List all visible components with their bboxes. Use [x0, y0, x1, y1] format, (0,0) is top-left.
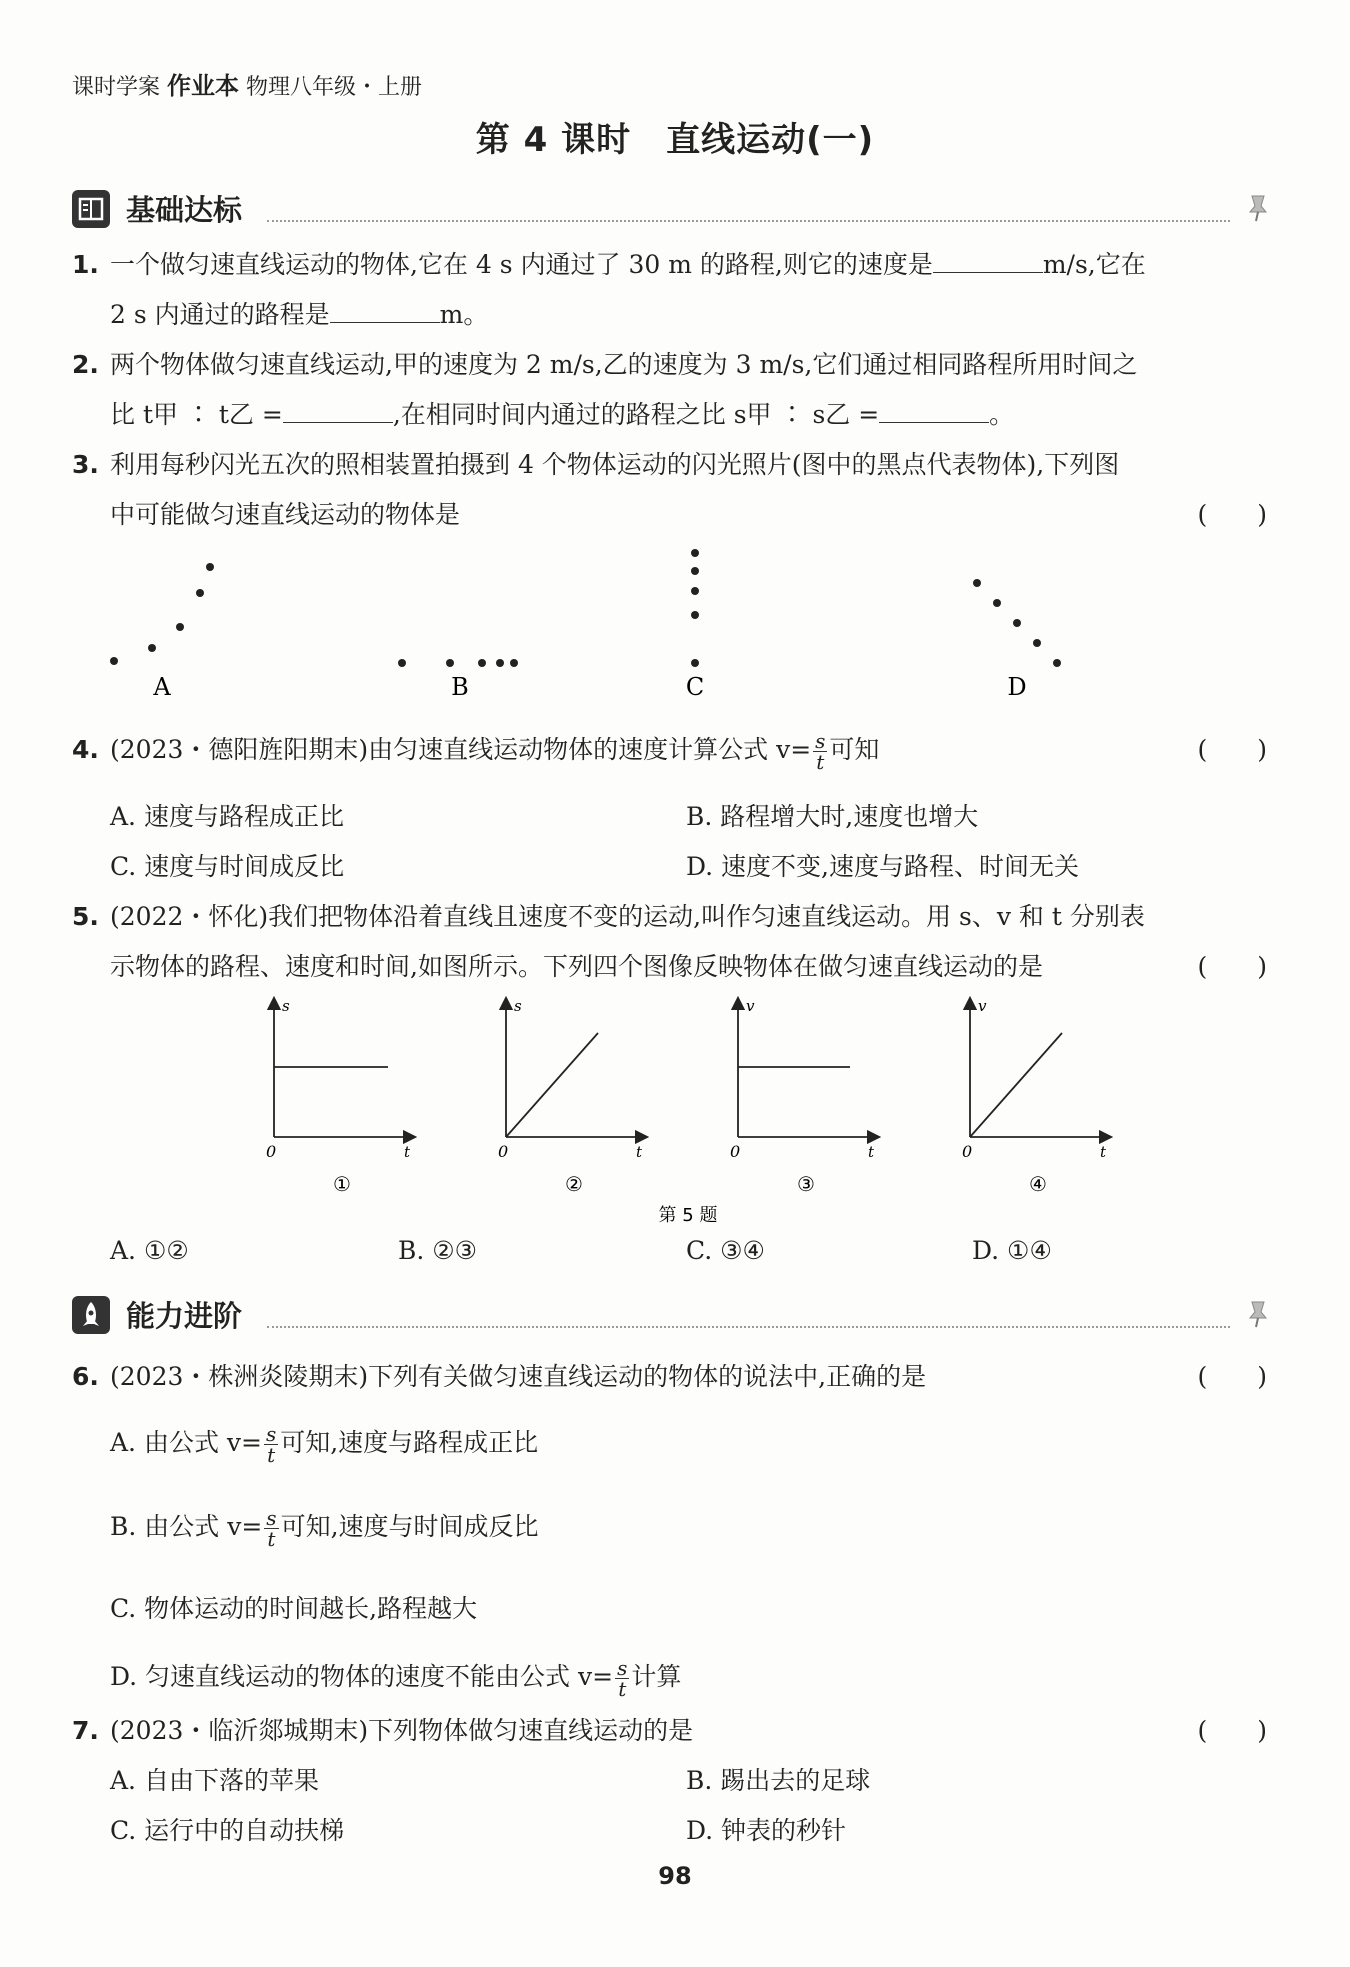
dot	[1013, 619, 1021, 627]
question-text: m。	[439, 300, 489, 329]
question-text: (2023・株洲炎陵期末)下列有关做匀速直线运动的物体的说法中,正确的是	[110, 1362, 927, 1391]
graph-2-origin: 0	[498, 1142, 509, 1161]
section-basic-header	[72, 184, 1270, 232]
section-basic-label: 基础达标	[126, 193, 243, 227]
question-text: 比 t甲 ∶ t乙 =	[110, 400, 283, 429]
option-b[interactable]: B. 路程增大时,速度也增大	[686, 802, 979, 831]
header-book: 课时学案	[72, 75, 161, 100]
graph-line	[506, 1033, 598, 1137]
dot	[110, 657, 118, 665]
figure-caption: 第 5 题	[658, 1205, 718, 1225]
label-c: C	[685, 673, 705, 701]
dot	[691, 549, 699, 557]
question-1	[72, 240, 1267, 340]
option-a[interactable]: A. 由公式 v= $\frac{s}{t}$ 可知,速度与路程成正比	[110, 1422, 539, 1467]
page-title: 第 4 课时 直线运动(一)	[475, 120, 875, 160]
graph-2-y: s	[514, 997, 522, 1015]
question-text: 可知	[829, 735, 880, 764]
graph-2-x: t	[636, 1143, 643, 1161]
question-7	[72, 1706, 1267, 1756]
question-text: (2023・德阳旌阳期末)由匀速直线运动物体的速度计算公式 v=	[110, 735, 812, 764]
graph-1	[274, 1003, 410, 1137]
question-text: ,在相同时间内通过的路程之比 s甲 ∶ s乙 =	[392, 400, 880, 429]
question-text: 两个物体做匀速直线运动,甲的速度为 2 m/s,乙的速度为 3 m/s,它们通过相同路程所用时间之	[110, 350, 1138, 379]
graph-4-x: t	[1100, 1143, 1107, 1161]
option-b[interactable]: B. ②③	[398, 1236, 478, 1265]
question-text: 利用每秒闪光五次的照相装置拍摄到 4 个物体运动的闪光照片(图中的黑点代表物体),下列图	[110, 450, 1120, 479]
answer-blank[interactable]	[283, 394, 393, 423]
dot	[398, 659, 406, 667]
graph-2-label: ②	[565, 1172, 583, 1196]
q5-graphs	[250, 995, 1130, 1225]
graph-3-origin: 0	[730, 1142, 741, 1161]
dot	[973, 579, 981, 587]
fraction-s-over-t: $\frac{s}{t}$	[266, 1506, 277, 1551]
graph-1-x: t	[404, 1143, 411, 1161]
book-header	[72, 66, 422, 101]
question-number: 1.	[72, 250, 99, 279]
graph-3-y: v	[746, 997, 755, 1015]
photo-d	[973, 579, 1061, 667]
answer-paren[interactable]: ( )	[1197, 500, 1267, 529]
option-b[interactable]: B. 踢出去的足球	[686, 1766, 871, 1795]
graph-1-y: s	[282, 997, 290, 1015]
question-number: 7.	[72, 1716, 99, 1745]
question-text: 2 s 内通过的路程是	[110, 300, 330, 329]
header-series: 作业本	[167, 72, 240, 100]
book-icon	[72, 190, 110, 228]
question-number: 6.	[72, 1362, 99, 1391]
photo-c	[691, 549, 699, 667]
dot	[510, 659, 518, 667]
question-text: (2022・怀化)我们把物体沿着直线且速度不变的运动,叫作匀速直线运动。用 s、v 和 t 分别表	[110, 902, 1145, 931]
question-5	[72, 892, 1267, 992]
question-number: 2.	[72, 350, 99, 379]
page-number: 98	[658, 1862, 692, 1890]
dot	[1053, 659, 1061, 667]
label-b: B	[451, 673, 469, 701]
header-subject: 物理八年级・上册	[246, 75, 423, 100]
divider	[267, 220, 1230, 222]
question-2	[72, 340, 1267, 440]
option-c[interactable]: C. 物体运动的时间越长,路程越大	[110, 1594, 478, 1623]
dot	[1033, 639, 1041, 647]
rocket-icon	[72, 1296, 110, 1334]
option-c[interactable]: C. ③④	[686, 1236, 765, 1265]
answer-blank[interactable]	[879, 394, 989, 423]
graph-4-label: ④	[1029, 1172, 1047, 1196]
section-advanced-header	[72, 1290, 1270, 1338]
answer-paren[interactable]: ( )	[1197, 1716, 1267, 1745]
question-6	[72, 1352, 1267, 1402]
question-text: 一个做匀速直线运动的物体,它在 4 s 内通过了 30 m 的路程,则它的速度是	[110, 250, 933, 279]
answer-blank[interactable]	[330, 294, 440, 323]
photo-b	[398, 659, 518, 667]
answer-paren[interactable]: ( )	[1197, 735, 1267, 764]
question-text: 示物体的路程、速度和时间,如图所示。下列四个图像反映物体在做匀速直线运动的是	[110, 952, 1043, 981]
pushpin-icon	[1246, 192, 1270, 222]
question-number: 3.	[72, 450, 99, 479]
dot	[691, 611, 699, 619]
fraction-s-over-t: $\frac{s}{t}$	[815, 729, 826, 774]
graph-4-origin: 0	[962, 1142, 973, 1161]
answer-paren[interactable]: ( )	[1197, 1362, 1267, 1391]
dot	[176, 623, 184, 631]
option-d[interactable]: D. 速度不变,速度与路程、时间无关	[686, 852, 1079, 881]
dot	[993, 599, 1001, 607]
dot	[196, 589, 204, 597]
label-a: A	[153, 673, 171, 701]
option-d[interactable]: D. 钟表的秒针	[686, 1816, 847, 1845]
question-4	[72, 725, 1267, 775]
answer-paren[interactable]: ( )	[1197, 952, 1267, 981]
q3-flash-photos	[72, 545, 1272, 715]
option-a[interactable]: A. 自由下落的苹果	[110, 1766, 319, 1795]
photo-a	[110, 563, 214, 665]
question-text: 。	[989, 400, 1015, 429]
graph-line	[970, 1033, 1062, 1137]
dot	[148, 644, 156, 652]
fraction-s-over-t: $\frac{s}{t}$	[265, 1422, 277, 1467]
dot	[206, 563, 214, 571]
option-a[interactable]: A. ①②	[110, 1236, 189, 1265]
question-text: 中可能做匀速直线运动的物体是	[110, 500, 461, 529]
dot	[691, 567, 699, 575]
dot	[691, 659, 699, 667]
graph-2	[506, 1003, 642, 1137]
graph-4-y: v	[978, 997, 987, 1015]
dot	[691, 587, 699, 595]
fraction-s-over-t: $\frac{s}{t}$	[617, 1656, 628, 1701]
graph-4	[970, 1003, 1106, 1137]
divider	[267, 1326, 1230, 1328]
graph-3-label: ③	[797, 1172, 815, 1196]
label-d: D	[1007, 673, 1027, 701]
option-a[interactable]: A. 速度与路程成正比	[110, 802, 344, 831]
option-c[interactable]: C. 速度与时间成反比	[110, 852, 345, 881]
graph-3-x: t	[868, 1143, 875, 1161]
graph-1-origin: 0	[266, 1142, 277, 1161]
option-b[interactable]: B. 由公式 v= $\frac{s}{t}$ 可知,速度与时间成反比	[110, 1506, 539, 1551]
question-text: (2023・临沂郯城期末)下列物体做匀速直线运动的是	[110, 1716, 694, 1745]
pushpin-icon	[1246, 1298, 1270, 1328]
graph-1-label: ①	[333, 1172, 351, 1196]
question-number: 4.	[72, 735, 99, 764]
answer-blank[interactable]	[933, 244, 1043, 273]
question-text: m/s,它在	[1042, 250, 1146, 279]
graph-3	[738, 1003, 874, 1137]
dot	[446, 659, 454, 667]
section-advanced-label: 能力进阶	[126, 1299, 243, 1333]
option-d[interactable]: D. ①④	[972, 1236, 1052, 1265]
option-c[interactable]: C. 运行中的自动扶梯	[110, 1816, 345, 1845]
question-3	[72, 440, 1267, 540]
dot	[496, 659, 504, 667]
option-d[interactable]: D. 匀速直线运动的物体的速度不能由公式 v= $\frac{s}{t}$ 计算	[110, 1656, 682, 1701]
question-number: 5.	[72, 902, 99, 931]
dot	[478, 659, 486, 667]
